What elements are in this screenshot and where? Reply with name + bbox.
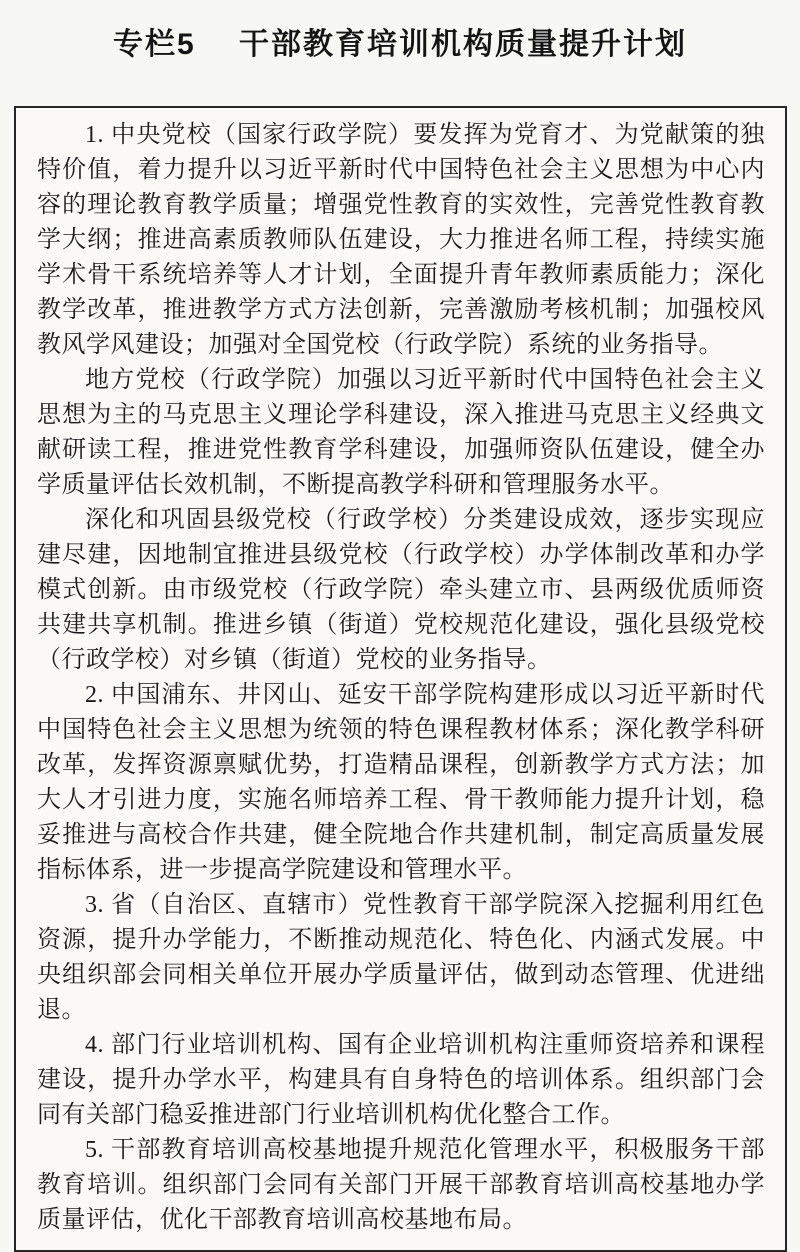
paragraph: 2. 中国浦东、井冈山、延安干部学院构建形成以习近平新时代中国特色社会主义思想为统领的特色课程教材体系；深化教学科研改革，发挥资源禀赋优势，打造精品课程，创新教学方式方法；加大人才引进力度，实施名师培养工程、骨干教师能力提升计划，稳妥推进与高校合作共建，健全院地合作共建机制，制定高质量发展指标体系，进一步提高学院建设和管理水平。	[37, 682, 765, 883]
page-title	[0, 0, 800, 66]
paragraph: 3. 省（自治区、直辖市）党性教育干部学院深入挖掘利用红色资源，提升办学能力，不断推动规范化、特色化、内涵式发展。中央组织部会同相关单位开展办学质量评估，做到动态管理、优进绌退。	[37, 892, 765, 1023]
column-label: 专栏5	[112, 28, 196, 61]
paragraph: 5. 干部教育培训高校基地提升规范化管理水平，积极服务干部教育培训。组织部门会同有关部门开展干部教育培训高校基地办学质量评估，优化干部教育培训高校基地布局。	[37, 1137, 765, 1233]
paragraph: 1. 中央党校（国家行政学院）要发挥为党育才、为党献策的独特价值，着力提升以习近平新时代中国特色社会主义思想为中心内容的理论教育教学质量；增强党性教育的实效性，完善党性教育教学大纲；推进高素质教师队伍建设，大力推进名师工程，持续实施学术骨干系统培养等人才计划，全面提升青年教师素质能力；深化教学改革，推进教学方式方法创新，完善激励考核机制；加强校风教风学风建设；加强对全国党校（行政学院）系统的业务指导。	[37, 122, 765, 358]
paragraph: 4. 部门行业培训机构、国有企业培训机构注重师资培养和课程建设，提升办学水平，构建具有自身特色的培训体系。组织部门会同有关部门稳妥推进部门行业培训机构优化整合工作。	[37, 1032, 765, 1128]
paragraph: 地方党校（行政学院）加强以习近平新时代中国特色社会主义思想为主的马克思主义理论学科建设，深入推进马克思主义经典文献研读工程，推进党性教育学科建设，加强师资队伍建设，健全办学质量评估长效机制，不断提高教学科研和管理服务水平。	[37, 367, 765, 498]
title-text: 干部教育培训机构质量提升计划	[239, 28, 688, 61]
paragraph: 深化和巩固县级党校（行政学校）分类建设成效，逐步实现应建尽建，因地制宜推进县级党校（行政学校）办学体制改革和办学模式创新。由市级党校（行政学院）牵头建立市、县两级优质师资共建共享机制。推进乡镇（街道）党校规范化建设，强化县级党校（行政学校）对乡镇（街道）党校的业务指导。	[37, 507, 765, 673]
content-box	[14, 106, 787, 1252]
